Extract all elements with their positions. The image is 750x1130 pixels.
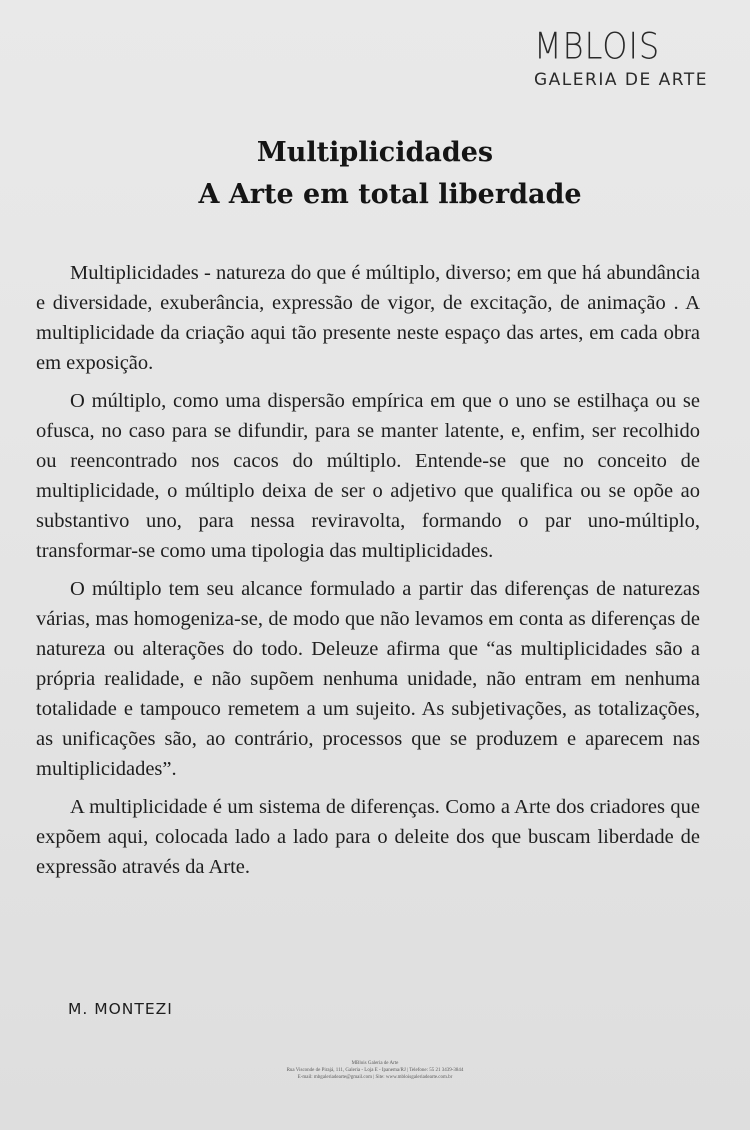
footer-contact: [0, 1060, 750, 1081]
logo-wordmark: MBLOIS: [534, 24, 661, 68]
paragraph-1: Multiplicidades - natureza do que é múltiplo, diverso; em que há abundância e diversidade, exuberância, expressão de vigor, de excitação, de animação . A multiplicidade da criação aqui tão presente neste espaço das artes, em cada obra em exposição.: [36, 262, 700, 374]
body-text: [36, 258, 700, 890]
title-line-1: Multiplicidades: [256, 137, 494, 168]
footer-line-2: Rua Visconde de Pirajá, 111, Galeria - Loja E - Ipanema/RJ | Telefone: 55 21 3439-3844: [286, 1068, 464, 1073]
logo-subtitle: GALERIA DE ARTE: [534, 70, 708, 90]
author-signature: M. MONTEZI: [68, 1000, 173, 1018]
paragraph-3: O múltiplo tem seu alcance formulado a partir das diferenças de naturezas várias, mas homogeniza-se, de modo que não levamos em conta as diferenças de natureza ou alterações do todo. Deleuze afirma que “as multiplicidades são a própria realidade, e não supõem nenhuma unidade, não entram em nenhuma totalidade e tampouco remetem a um sujeito. As subjetivações, as totalizações, as unificações são, ao contrário, processos que se produzem e aparecem nas multiplicidades”.: [36, 578, 700, 780]
paragraph-4: A multiplicidade é um sistema de diferenças. Como a Arte dos criadores que expõem aqui, colocada lado a lado para o deleite dos que buscam liberdade de expressão através da Arte.: [36, 796, 700, 878]
footer-line-1: MBlois Galeria de Arte: [351, 1061, 399, 1066]
page-title: [0, 132, 750, 216]
title-line-2: A Arte em total liberdade: [198, 179, 582, 210]
paragraph-2: O múltiplo, como uma dispersão empírica em que o uno se estilhaça ou se ofusca, no caso para se difundir, para se manter latente, e, enfim, ser recolhido ou reencontrado nos cacos do múltiplo. Entende-se que no conceito de multiplicidade, o múltiplo deixa de ser o adjetivo que qualifica ou se opõe ao substantivo uno, para nessa reviravolta, formando o par uno-múltiplo, transformar-se como uma tipologia das multiplicidades.: [36, 390, 700, 562]
gallery-logo: [534, 24, 744, 94]
footer-line-3: E-mail: mbgaleriadearte@gmail.com | Site: www.mbloisgaleriadearte.com.br: [297, 1075, 453, 1080]
